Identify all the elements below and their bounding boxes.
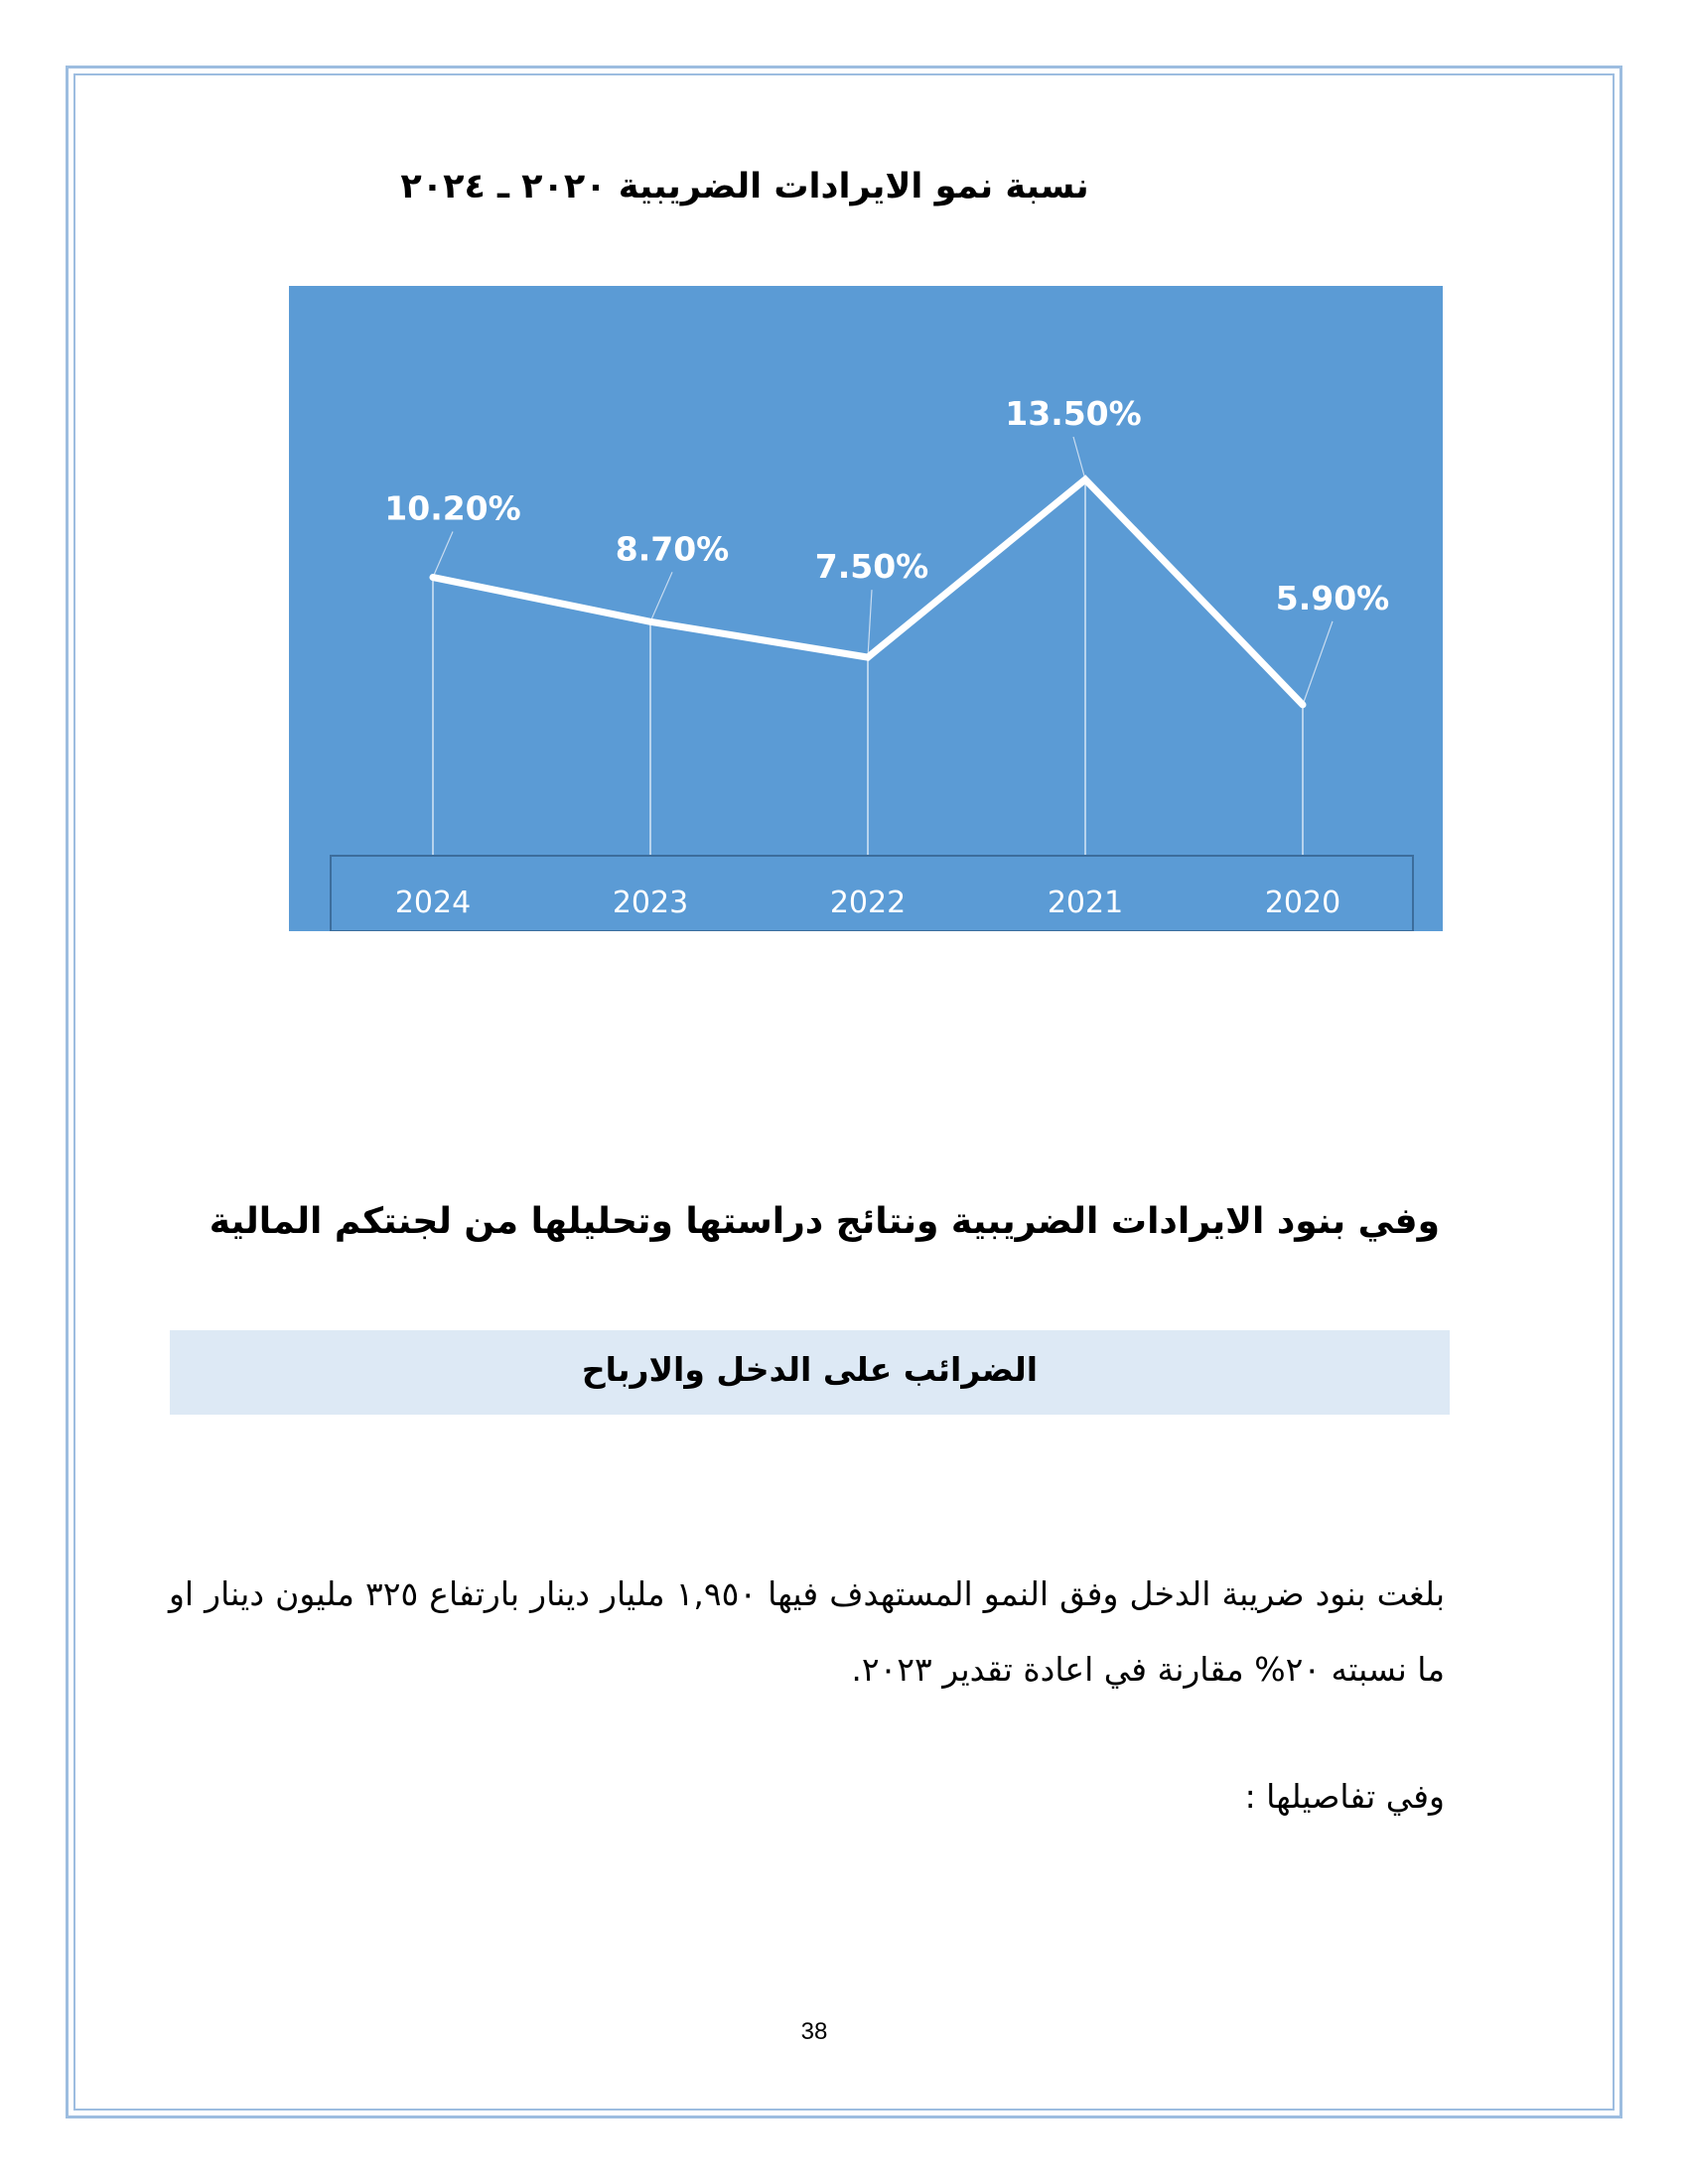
tick-label-2022: 2022 xyxy=(829,886,907,920)
chart-title: نسبة نمو الايرادات الضريبية ٢٠٢٠ ـ ٢٠٢٤ xyxy=(400,167,1089,206)
tick-label-2020: 2020 xyxy=(1264,886,1341,920)
section-title: الضرائب على الدخل والارباح xyxy=(581,1350,1039,1389)
page-number: 38 xyxy=(800,2018,828,2045)
growth-line-chart xyxy=(289,286,1443,931)
tick-label-2024: 2024 xyxy=(394,886,472,920)
data-label-2023: 8.70% xyxy=(615,529,730,569)
chart-background xyxy=(289,286,1443,931)
data-label-2021: 13.50% xyxy=(1005,394,1142,434)
tick-label-2021: 2021 xyxy=(1047,886,1124,920)
data-label-2024: 10.20% xyxy=(384,488,521,528)
paragraph-2: وفي تفاصيلها : xyxy=(1244,1777,1445,1816)
tick-label-2023: 2023 xyxy=(612,886,689,920)
paragraph-1: بلغت بنود ضريبة الدخل وفق النمو المستهدف فيها ١,٩٥٠ مليار دينار بارتفاع ٣٢٥ مليون دينار او ما نسبته ٢٠% مقارنة في اعادة تقدير ٢٠٢٣. xyxy=(169,1574,1446,1689)
section-heading: وفي بنود الايرادات الضريبية ونتائج دراستها وتحليلها من لجنتكم المالية xyxy=(209,1201,1440,1242)
data-label-2020: 5.90% xyxy=(1275,578,1390,617)
data-label-2022: 7.50% xyxy=(814,547,929,587)
